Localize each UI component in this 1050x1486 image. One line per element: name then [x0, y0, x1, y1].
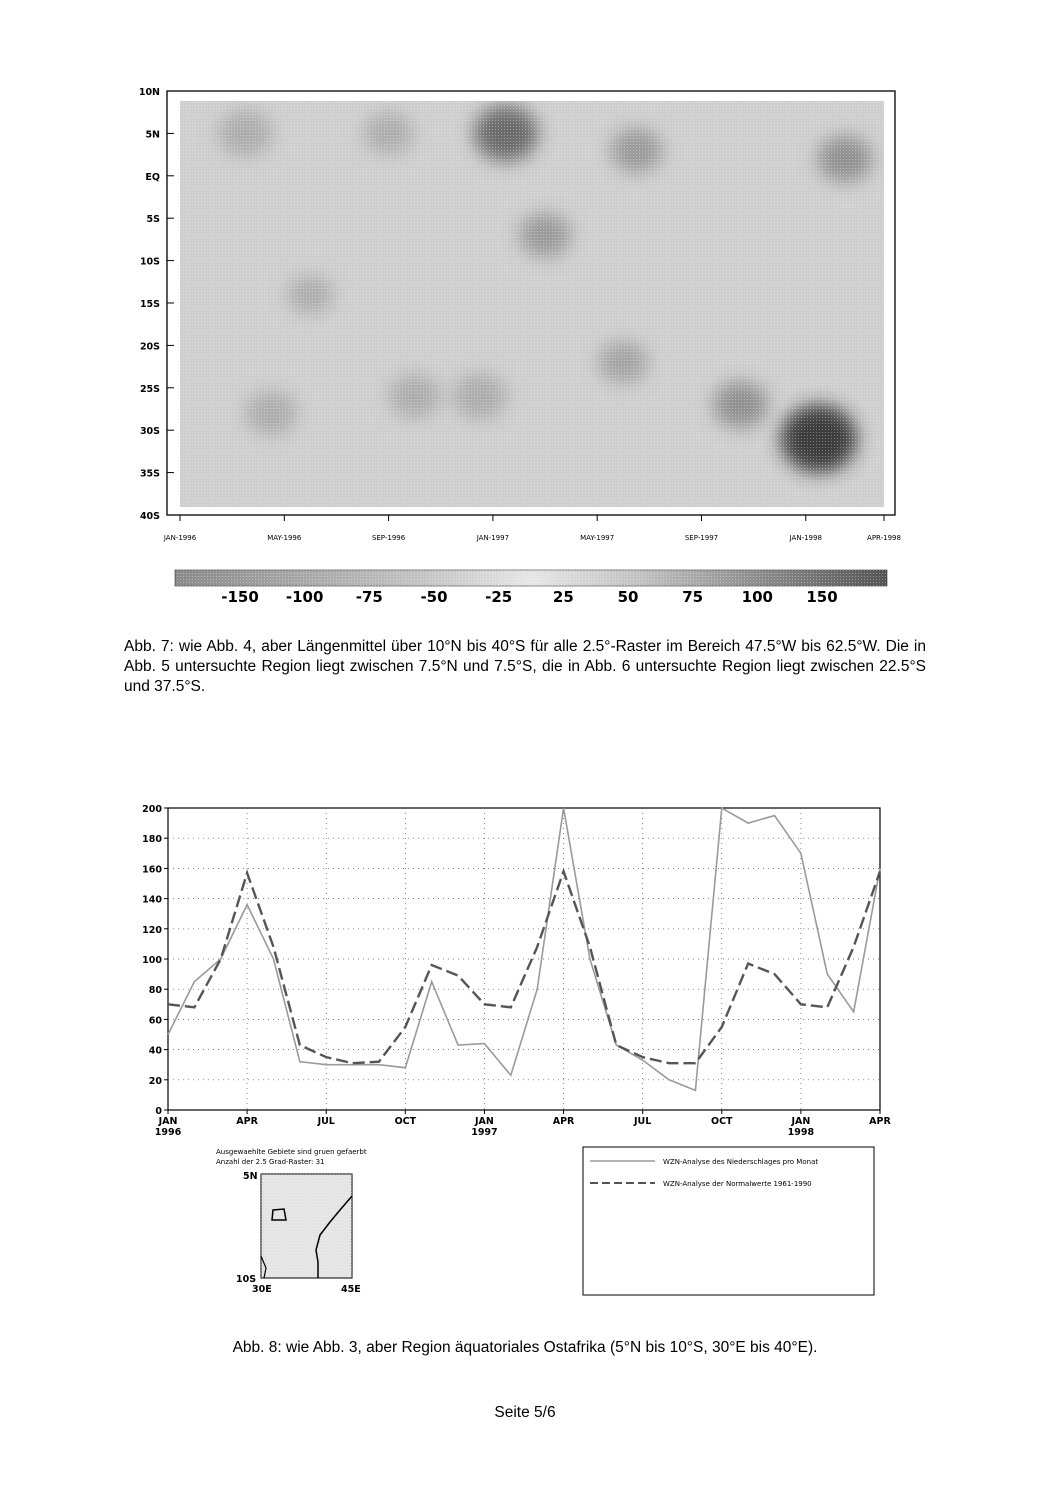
x-axis: [155, 1110, 892, 1138]
lat-tick-label: EQ: [145, 171, 160, 183]
x-tick-label: JAN: [791, 1116, 811, 1127]
time-tick-label: SEP-1996: [371, 534, 406, 542]
legend-label: WZN-Analyse der Normalwerte 1961-1990: [663, 1180, 812, 1188]
map-label-left: 30E: [252, 1284, 272, 1295]
colorbar-label: 25: [552, 588, 574, 606]
y-tick-label: 180: [142, 834, 162, 846]
map-label-top: 5N: [243, 1171, 258, 1182]
y-tick-label: 140: [142, 894, 162, 906]
colorbar-label: 50: [617, 588, 639, 606]
x-tick-label: 1998: [787, 1127, 815, 1138]
inset-text-2: Anzahl der 2.5 Grad-Raster: 31: [216, 1158, 325, 1166]
time-tick-label: MAY-1996: [267, 534, 302, 542]
x-tick-label: JUL: [317, 1116, 335, 1127]
lat-tick-label: 20S: [139, 341, 160, 353]
time-tick-label: SEP-1997: [684, 534, 719, 542]
legend-label: WZN-Analyse des Niederschlages pro Monat: [663, 1158, 819, 1166]
x-tick-label: JAN: [475, 1116, 494, 1127]
time-tick-label: JAN-1998: [789, 534, 822, 542]
page-footer: Seite 5/6: [494, 1404, 556, 1421]
time-tick-label: MAY-1997: [580, 534, 615, 542]
y-tick-label: 0: [155, 1106, 162, 1117]
colorbar-label: 150: [806, 588, 838, 606]
y-tick-label: 120: [142, 924, 162, 936]
lat-tick-label: 10N: [138, 87, 160, 98]
y-tick-label: 100: [142, 955, 162, 966]
y-tick-label: 200: [142, 804, 162, 815]
lat-tick-label: 5S: [146, 214, 160, 226]
x-tick-label: OCT: [394, 1116, 417, 1127]
lat-tick-label: 40S: [139, 511, 160, 522]
x-tick-label: 1997: [471, 1127, 498, 1138]
y-tick-label: 20: [148, 1075, 162, 1087]
x-tick-label: JAN: [158, 1116, 178, 1127]
y-tick-label: 40: [148, 1045, 162, 1057]
time-axis: [163, 515, 901, 542]
heatmap-dither: [180, 101, 884, 507]
time-tick-label: APR-1998: [867, 534, 901, 542]
map-label-bottom: 10S: [236, 1274, 257, 1285]
lat-tick-label: 15S: [139, 299, 160, 310]
figure8-caption: Abb. 8: wie Abb. 3, aber Region äquatoriales Ostafrika (5°N bis 10°S, 30°E bis 40°E).: [232, 1339, 818, 1356]
time-tick-label: JAN-1997: [476, 534, 510, 542]
colorbar-label: -150: [221, 588, 259, 606]
colorbar-label: -50: [420, 588, 448, 606]
figure8-line-chart: [0, 790, 1050, 1310]
x-tick-label: JUL: [634, 1116, 652, 1127]
time-tick-label: JAN-1996: [163, 534, 197, 542]
colorbar-label: -25: [485, 588, 513, 606]
y-tick-label: 60: [148, 1015, 162, 1027]
colorbar-label: -100: [285, 588, 324, 606]
x-tick-label: OCT: [711, 1116, 733, 1127]
x-tick-label: 1996: [154, 1127, 182, 1138]
y-tick-label: 160: [142, 864, 162, 876]
inset-text-1: Ausgewaehlte Gebiete sind gruen gefaerbt: [216, 1148, 367, 1156]
map-label-right: 45E: [341, 1284, 361, 1295]
colorbar-label: -75: [355, 588, 383, 606]
legend-box: [583, 1147, 874, 1295]
lat-tick-label: 35S: [139, 468, 160, 480]
colorbar-labels: [221, 588, 837, 606]
y-tick-label: 80: [148, 985, 162, 997]
x-tick-label: APR: [869, 1116, 891, 1127]
y-axis: [142, 804, 168, 1117]
lat-tick-label: 10S: [139, 256, 160, 268]
figure7-heatmap: [0, 0, 1050, 620]
lat-tick-label: 25S: [139, 383, 160, 395]
lat-tick-label: 30S: [139, 426, 160, 438]
colorbar-label: 75: [682, 588, 704, 606]
lat-tick-label: 5N: [145, 129, 160, 141]
x-tick-label: APR: [236, 1116, 258, 1127]
figure7-caption: Abb. 7: wie Abb. 4, aber Längenmittel über 10°N bis 40°S für alle 2.5°-Raster im Bereich 47.5°W bis 62.5°W. Die in Abb. 5 untersuchte Region liegt zwischen 7.5°N und 7.5°S, die in Abb. 6 untersuchte Region liegt zwischen 22.5°S und 37.5°S.: [124, 638, 926, 695]
x-tick-label: APR: [552, 1116, 575, 1127]
colorbar-label: 100: [741, 588, 773, 606]
